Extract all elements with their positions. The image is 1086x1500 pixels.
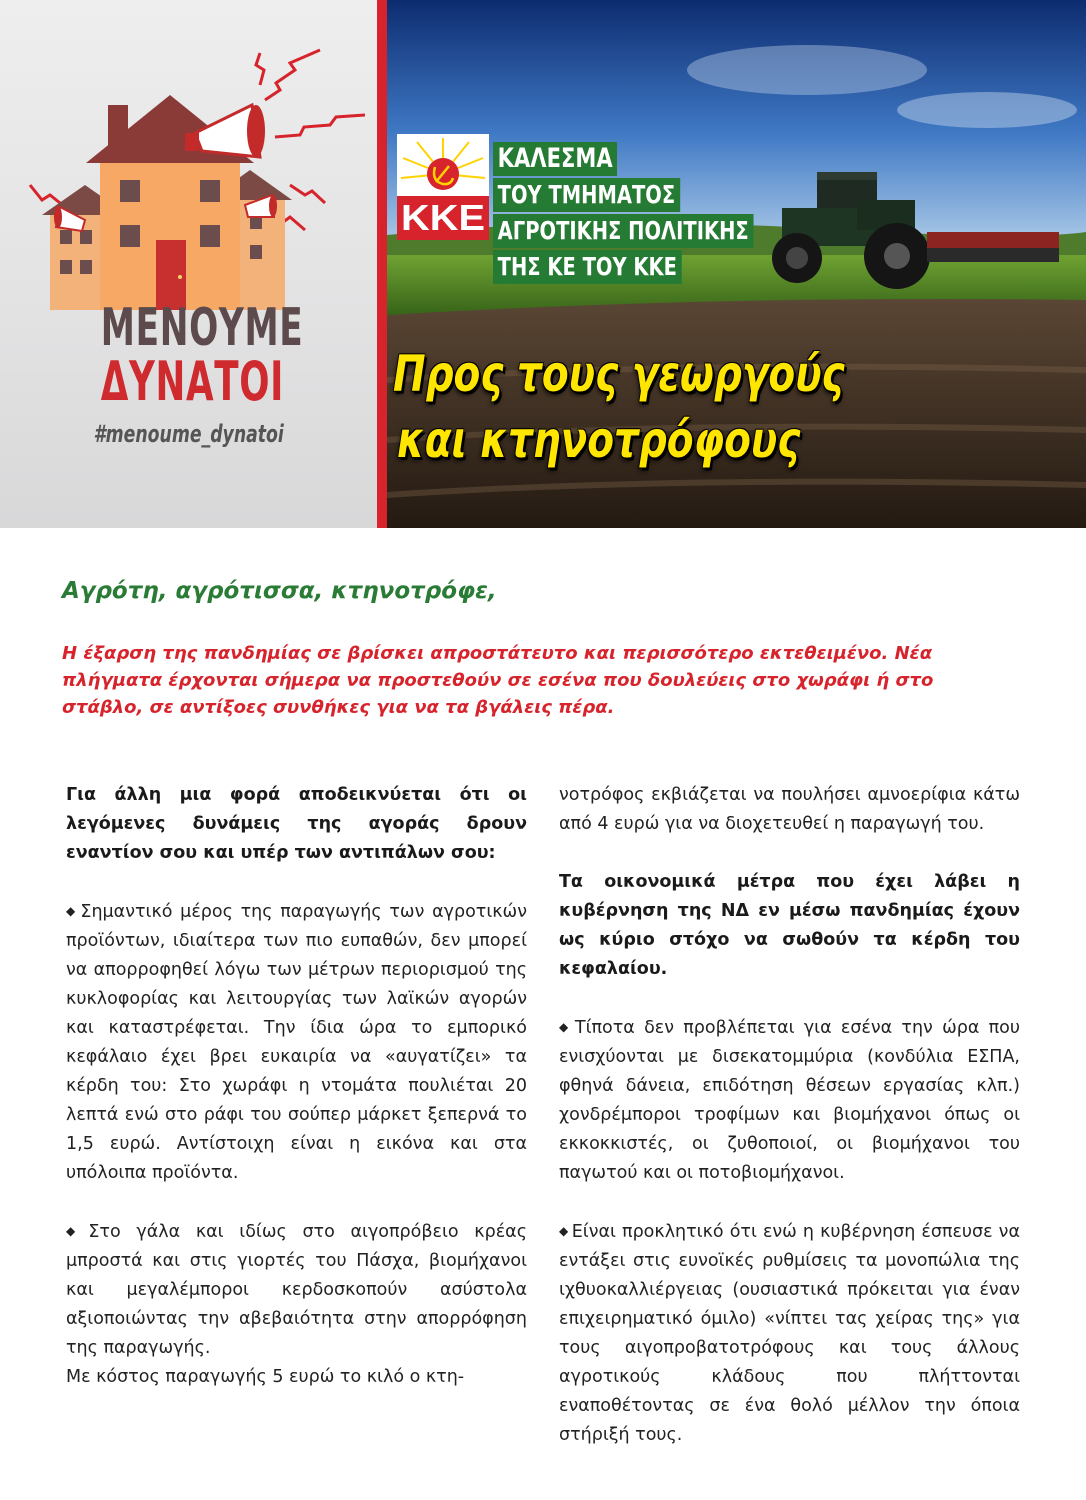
bold-paragraph: Τα οικονομικά μέτρα που έχει λάβει η κυβέρνηση της ΝΔ εν μέσω πανδημίας έχουν ως κύριο στόχο να σωθούν τα κέρδη του κεφαλαίου. [559,872,1020,979]
bullet-icon: ◆ [66,904,78,918]
bullet-text: Σημαντικό μέρος της παραγωγής των αγροτικών προϊόντων, ιδιαίτερα των πιο ευπαθών, δεν μπορεί να απορροφηθεί λόγω των μέτρων περιορισμού της κυκλοφορίας και λειτουργίας των λαϊκών αγορών και καταστρέφεται. Την ίδια ώρα το εμπορικό κεφάλαιο έχει βρει ευκαιρία να «αυγατίζει» τα κέρδη του: Στο χωράφι η ντομάτα πουλιέται 20 λεπτά ενώ στο ράφι του σούπερ μάρκετ ξεπερνά το 1,5 ευρώ. Αντίστοιχη είναι η εικόνα και στα υπόλοιπα προϊόντα. [66,902,527,1183]
bullet-paragraph [559,1013,1020,1188]
lead-paragraph: Για άλλη μια φορά αποδεικνύεται ότι οι λεγόμενες δυνάμεις της αγοράς δρουν εναντίον σου και υπέρ των αντιπάλων σου: [66,785,527,863]
call-title-line4: ΤΗΣ ΚΕ ΤΟΥ ΚΚΕ [493,250,682,284]
continuation-paragraph: Με κόστος παραγωγής 5 ευρώ το κιλό ο κτη- [66,1367,465,1387]
headline-line2: και κτηνοτρόφους [397,411,801,469]
campaign-title-line1: ΜΕΝΟΥΜΕ [100,298,304,358]
bullet-icon: ◆ [66,1224,86,1238]
intro-paragraph: Η έξαρση της πανδημίας σε βρίσκει απροστάτευτο και περισσότερο εκτεθειμένο. Νέα πλήγματα έρχονται σήμερα να προστεθούν σε εσένα που δουλεύεις στο χωράφι ή στο στάβλο, σε αντίξοες συνθήκες για να τα βγάλεις πέρα. [62,643,934,718]
bullet-text: Είναι προκλητικό ότι ενώ η κυβέρνηση έσπευσε να εντάξει στις ευνοϊκές ρυθμίσεις τα μονοπώλια της ιχθυοκαλλιέργειας (ουσιαστικά πρόκειται για έναν επιχειρηματικό όμιλο) «νίπτει τας χείρας της» για τους αιγοπροβατοτρόφους και τους άλλους αγροτικούς κλάδους που πλήττονται εναποθέτοντας σε ένα θολό μέλλον την όποια στήριξή τους. [559,1222,1020,1445]
megaphone-main-icon [185,105,265,157]
greeting: Αγρότη, αγρότισσα, κτηνοτρόφε, [62,578,497,604]
right-column [559,781,1020,1450]
kke-logo-text: ΚΚΕ [401,197,485,238]
call-title-line2: ΤΟΥ ΤΜΗΜΑΤΟΣ [493,178,680,212]
red-divider [377,0,387,528]
bullet-paragraph [66,897,527,1188]
bullet-icon: ◆ [559,1020,572,1034]
campaign-panel [0,0,377,528]
bullet-paragraph [559,1217,1020,1450]
banner [0,0,1086,528]
bullet-paragraph [66,1217,527,1363]
call-title-line1: ΚΑΛΕΣΜΑ [493,142,617,176]
continuation-paragraph: νοτρόφος εκβιάζεται να πουλήσει αμνοερίφια κάτω από 4 ευρώ για να διοχετευθεί η παραγωγή του. [559,785,1020,834]
call-title-line3: ΑΓΡΟΤΙΚΗΣ ΠΟΛΙΤΙΚΗΣ [493,214,753,248]
field-photo-panel [387,0,1086,528]
campaign-hashtag: #menoume_dynatoi [93,420,284,448]
bullet-text: Στο γάλα και ιδίως στο αιγοπρόβειο κρέας μπροστά και στις γιορτές του Πάσχα, βιομήχανοι και μεγαλέμποροι κερδοσκοπούν ασύστολα αξιοποιώντας την αβεβαιότητα στην απορρόφηση της παραγωγής. [66,1222,527,1358]
bullet-icon: ◆ [559,1224,569,1238]
headline-line1: Προς τους γεωργούς [393,345,845,403]
kke-logo [397,134,489,240]
houses-megaphones-illustration [20,45,365,310]
campaign-title-line2: ΔΥΝΑΤΟΙ [100,350,285,413]
left-column [66,781,527,1392]
bullet-text: Τίποτα δεν προβλέπεται για εσένα την ώρα που ενισχύονται με δισεκατομμύρια (κονδύλια ΕΣΠΑ, φθηνά δάνεια, επιδότηση θέσεων εργασίας κλπ.) χονδρέμποροι τροφίμων και βιομήχανοι όπως οι εκκοκκιστές, οι ζυθοποιοί, οι βιομήχανοι του παγωτού και οι ποτοβιομήχανοι. [559,1018,1020,1183]
